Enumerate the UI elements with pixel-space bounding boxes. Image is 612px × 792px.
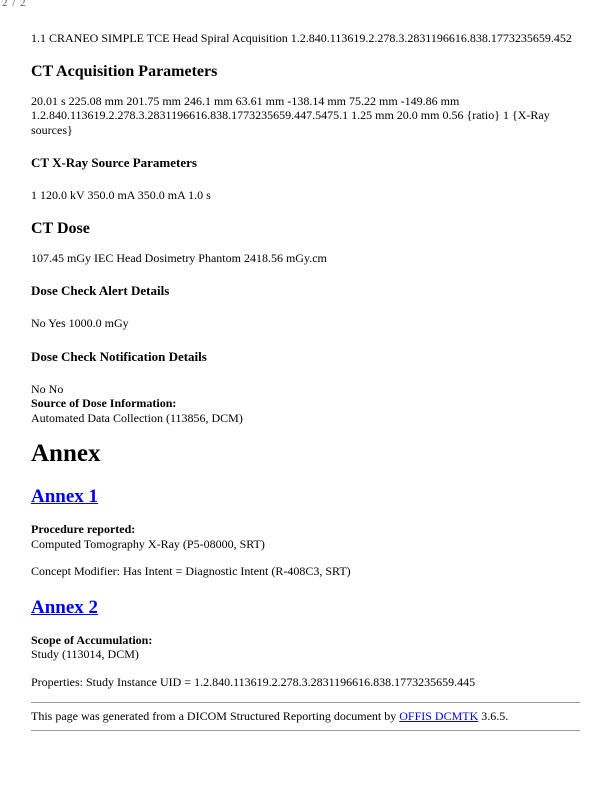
heading-dose-check-alert-details: Dose Check Alert Details [31, 283, 170, 298]
footer-divider-top [31, 702, 580, 703]
heading-ct-dose: CT Dose [31, 219, 90, 237]
dose-check-alert-text: No Yes 1000.0 mGy [31, 316, 129, 330]
procedure-reported-label: Procedure reported: [31, 522, 136, 536]
scope-of-accumulation-value: Study (113014, DCM) [31, 647, 139, 661]
heading-dose-check-notification-details: Dose Check Notification Details [31, 348, 207, 364]
annex-2-link[interactable]: Annex 2 [31, 596, 99, 618]
annex-1-link[interactable]: Annex 1 [31, 486, 99, 507]
source-of-dose-information-label: Source of Dose Information: [31, 396, 177, 410]
dose-summary-block [31, 382, 580, 426]
footer-text-prefix: This page was generated from a DICOM Structured Reporting document by [31, 709, 400, 723]
ct-dose-text: 107.45 mGy IEC Head Dosimetry Phantom 2418.56 mGy.cm [31, 250, 327, 265]
footer-text-suffix: 3.6.5. [478, 709, 509, 723]
heading-annex-1 [31, 485, 580, 508]
footer-generated-note [31, 709, 580, 724]
footer-divider-bottom [31, 730, 580, 731]
procedure-reported-block [31, 522, 580, 551]
heading-annex: Annex [31, 440, 101, 467]
heading-annex-2 [31, 596, 580, 619]
page-number-indicator: 2 / 2 [2, 0, 27, 9]
study-properties-text: Properties: Study Instance UID = 1.2.840.113619.2.278.3.2831196616.838.1773235659.445 [31, 674, 476, 689]
scope-of-accumulation-block [31, 633, 580, 662]
procedure-reported-value: Computed Tomography X-Ray (P5-08000, SRT) [31, 536, 265, 551]
acquisition-parameters-text: 20.01 s 225.08 mm 201.75 mm 246.1 mm 63.61 mm -138.14 mm 75.22 mm -149.86 mm 1.2.840.113619.2.278.3.2831196616.838.1773235659.447.5475.1 1.25 mm 20.0 mm 0.56 {ratio} 1 {X-Ray sources} [31, 93, 550, 137]
source-of-dose-information-value: Automated Data Collection (113856, DCM) [31, 410, 243, 425]
heading-ct-xray-source-parameters: CT X-Ray Source Parameters [31, 155, 197, 170]
concept-modifier-text: Concept Modifier: Has Intent = Diagnostic Intent (R-408C3, SRT) [31, 564, 351, 578]
acquisition-intro: 1.1 CRANEO SIMPLE TCE Head Spiral Acquisition 1.2.840.113619.2.278.3.2831196616.838.1773235659.452 [31, 31, 572, 45]
xray-source-parameters-text: 1 120.0 kV 350.0 mA 350.0 mA 1.0 s [31, 188, 211, 202]
offis-dcmtk-link[interactable]: OFFIS DCMTK [399, 709, 479, 723]
scope-of-accumulation-label: Scope of Accumulation: [31, 632, 153, 647]
report-content [0, 31, 612, 731]
heading-ct-acquisition-parameters: CT Acquisition Parameters [31, 62, 218, 80]
dose-check-notification-text: No No [31, 381, 64, 396]
